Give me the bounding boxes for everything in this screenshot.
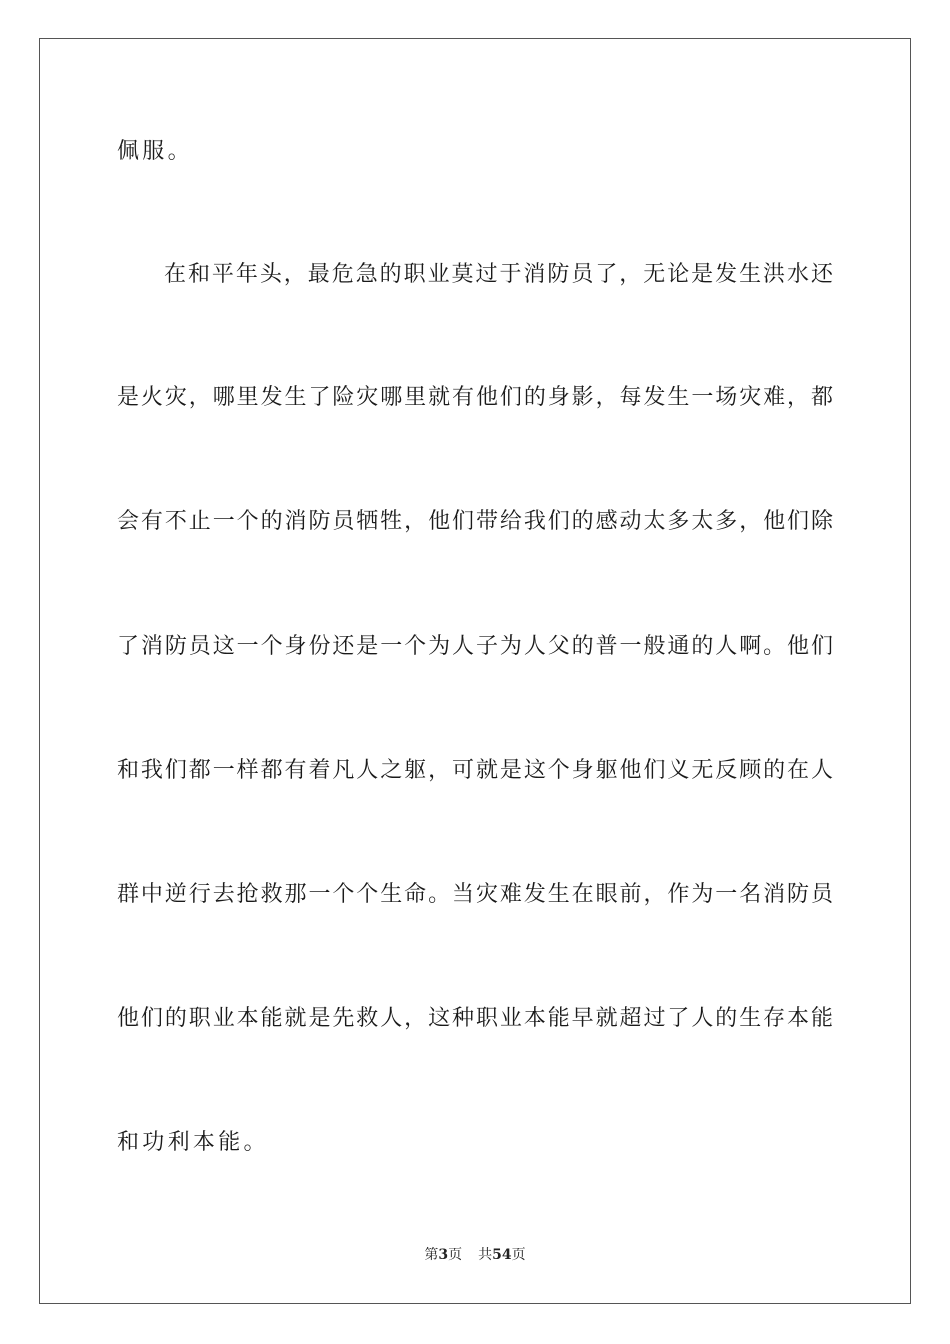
text-line-8: 他们的职业本能就是先救人，这种职业本能早就超过了人的生存本能 xyxy=(117,1006,833,1031)
text-line-6: 和我们都一样都有着凡人之躯，可就是这个身躯他们义无反顾的在人 xyxy=(117,758,833,783)
text-line-3: 是火灾，哪里发生了险灾哪里就有他们的身影，每发生一场灾难，都 xyxy=(117,385,833,410)
text-line-5: 了消防员这一个身份还是一个为人子为人父的普一般通的人啊。他们 xyxy=(117,634,833,659)
total-prefix: 共 xyxy=(478,1247,493,1263)
page-border xyxy=(39,38,911,1304)
text-line-7: 群中逆行去抢救那一个个生命。当灾难发生在眼前，作为一名消防员 xyxy=(117,882,833,907)
page-number: 3 xyxy=(438,1247,449,1263)
total-pages: 54 xyxy=(492,1247,512,1263)
page-suffix: 页 xyxy=(448,1247,463,1263)
text-line-1: 佩服。 xyxy=(117,139,193,164)
page-prefix: 第 xyxy=(424,1247,439,1263)
total-suffix: 页 xyxy=(511,1247,526,1263)
page-footer xyxy=(0,1246,950,1264)
text-line-2: 在和平年头，最危急的职业莫过于消防员了，无论是发生洪水还 xyxy=(164,262,833,287)
text-line-9: 和功利本能。 xyxy=(117,1130,269,1155)
text-line-4: 会有不止一个的消防员牺牲，他们带给我们的感动太多太多，他们除 xyxy=(117,509,833,534)
